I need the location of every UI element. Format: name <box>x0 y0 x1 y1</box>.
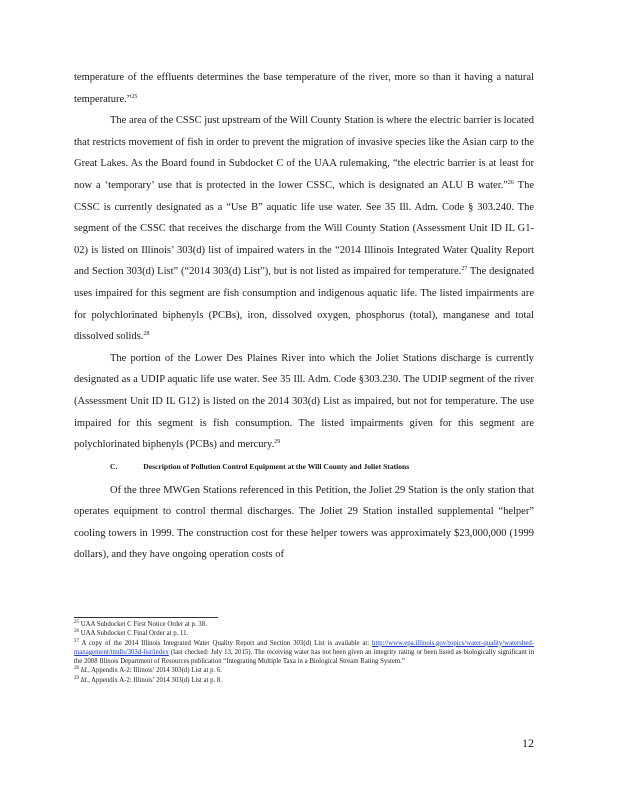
paragraph-continuation <box>74 67 534 110</box>
footnote-text: (last checked: July 13, 2015). The receiving water has not been given an integrity rating or been listed as biologically significant in the 2008 Illinois Department of Resources publication “Integrating Multiple Taxa in a Biological Stream Rating System.” <box>74 648 534 666</box>
footnote-ref-25: 25 <box>131 93 138 100</box>
footnote-id: Id. <box>80 667 89 675</box>
footnote-number: 28 <box>74 666 79 672</box>
footnote-text: A copy of the 2014 Illinois Integrated Water Quality Report and Section 303(d) List is available at: <box>81 639 370 647</box>
footnote-number: 25 <box>74 620 79 625</box>
footnote-text: UAA Subdocket C Final Order at p. 11. <box>80 630 189 638</box>
footnote-number: 26 <box>74 629 79 635</box>
footnote-ref-26: 26 <box>507 179 514 186</box>
paragraph-des-plaines <box>74 348 534 456</box>
footnote-25 <box>74 620 534 629</box>
footnote-26 <box>74 629 534 638</box>
footnotes <box>74 620 534 685</box>
page-number: 12 <box>522 736 534 750</box>
paragraph-joliet <box>74 480 534 566</box>
footnote-27 <box>74 639 534 667</box>
footnote-28 <box>74 666 534 675</box>
footnote-number: 29 <box>74 675 79 681</box>
footnote-ref-28: 28 <box>143 331 150 338</box>
section-title: Description of Pollution Control Equipment at the Will County and Joliet Stations <box>143 461 410 471</box>
footnote-ref-27: 27 <box>461 266 468 273</box>
footnote-link[interactable]: http://www.epa.illinois.gov/topics/water-quality/watershed-management/tmdls/303d-list/index <box>74 639 534 656</box>
section-letter: C. <box>110 461 118 471</box>
paragraph-text: The CSSC is currently designated as a “Use B” aquatic life use water. See 35 Ill. Adm. Code § 303.240. The segment of the CSSC that receives the discharge from the Will County Station (Assessment Unit ID IL G1-02) is listed on Illinois’ 303(d) list of impaired waters in the “2014 Illinois Integrated Water Quality Report and Section 303(d) List” (“2014 303(d) List”), but is not listed as impaired for temperature. <box>74 179 534 278</box>
footnote-text: , Appendix A-2: Illinois’ 2014 303(d) List at p. 6. <box>88 667 222 675</box>
paragraph-text: temperature of the effluents determines the base temperature of the river, more so than it having a natural temperature.” <box>74 72 534 105</box>
paragraph-text: The area of the CSSC just upstream of the Will County Station is where the electric barrier is located that restricts movement of fish in order to prevent the migration of invasive species like the Asian carp to the Great Lakes. As the Board found in Subdocket C of the UAA rulemaking, “the electric barrier is at least for now a ‘temporary’ use that is protected in the lower CSSC, which is designated an ALU B water.” <box>74 115 534 191</box>
footnote-ref-29: 29 <box>274 439 281 446</box>
footnote-29 <box>74 676 534 685</box>
paragraph-cssc <box>74 110 534 348</box>
paragraph-text: Of the three MWGen Stations referenced in this Petition, the Joliet 29 Station is the only station that operates equipment to control thermal discharges. The Joliet 29 Station installed supplemental “helper” cooling towers in 1999. The construction cost for these helper towers was approximately $23,000,000 (1999 dollars), and they have ongoing operation costs of <box>74 484 534 561</box>
footnote-text: , Appendix A-2: Illinois’ 2014 303(d) List at p. 8. <box>88 676 222 684</box>
footnote-separator <box>74 617 218 618</box>
paragraph-text: The portion of the Lower Des Plaines River into which the Joliet Stations discharge is currently designated as a UDIP aquatic life use water. See 35 Ill. Adm. Code §303.230. The UDIP segment of the river (Assessment Unit ID IL G12) is listed on the 2014 303(d) List as impaired, but not for temperature. The use impaired for this segment is fish consumption. The listed impairments given for this segment are polychlorinated biphenyls (PCBs) and mercury. <box>74 352 534 451</box>
paragraph-text: The designated uses impaired for this segment are fish consumption and indigenous aquatic life. The listed impairments are for polychlorinated biphenyls (PCBs), iron, dissolved oxygen, phosphorus (total), manganese and total dissolved solids. <box>74 266 534 343</box>
footnote-number: 27 <box>74 638 79 644</box>
section-heading <box>74 462 534 472</box>
footnote-text: UAA Subdocket C First Notice Order at p. 38. <box>80 621 207 628</box>
footnote-id: Id. <box>80 676 89 684</box>
body-text <box>74 67 534 566</box>
